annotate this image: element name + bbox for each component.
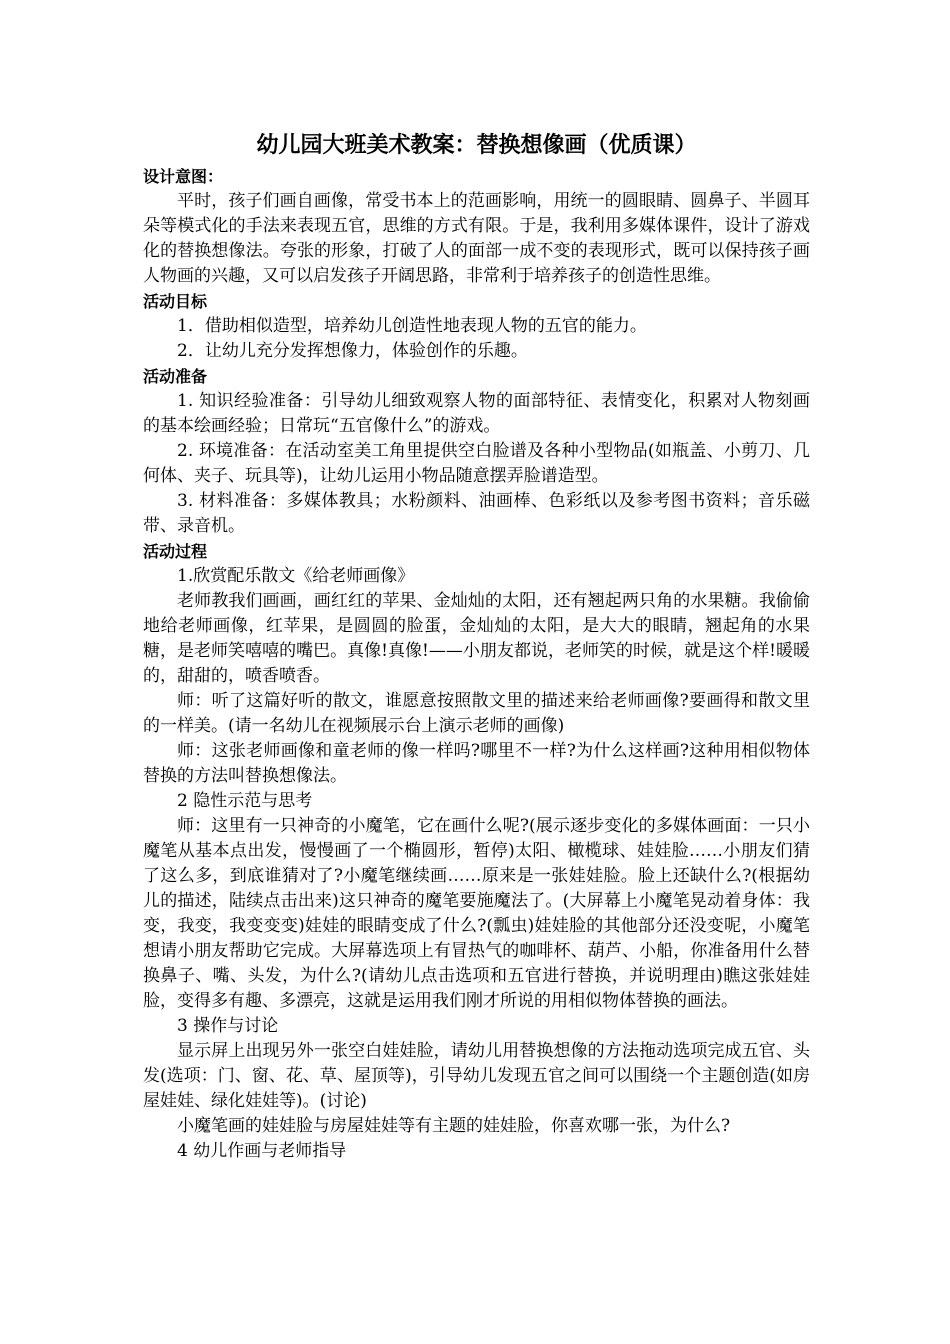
section-goals (143, 289, 810, 364)
section-heading: 活动过程 (143, 542, 208, 561)
section-design-intent (143, 164, 810, 289)
subheading: 3 操作与讨论 (177, 1016, 279, 1036)
section-preparation (143, 364, 810, 539)
section-heading: 活动准备 (143, 367, 208, 386)
paragraph: 1．借助相似造型，培养幼儿创造性地表现人物的五官的能力。 (177, 316, 647, 336)
paragraph: 师：这张老师画像和童老师的像一样吗?哪里不一样?为什么这样画?这种用相似物体替换的方法叫替换想像法。 (143, 741, 810, 786)
subheading: 1.欣赏配乐散文《给老师画像》 (177, 566, 415, 586)
paragraph: 师：听了这篇好听的散文，谁愿意按照散文里的描述来给老师画像?要画得和散文里的一样美。(请一名幼儿在视频展示台上演示老师的画像) (143, 691, 810, 736)
section-process (143, 539, 810, 1164)
paragraph: 1. 知识经验准备：引导幼儿细致观察人物的面部特征、表情变化，积累对人物刻画的基本绘画经验；日常玩“五官像什么”的游戏。 (143, 391, 810, 436)
paragraph: 小魔笔画的娃娃脸与房屋娃娃等有主题的娃娃脸，你喜欢哪一张，为什么? (177, 1116, 731, 1136)
paragraph: 2. 环境准备：在活动室美工角里提供空白脸谱及各种小型物品(如瓶盖、小剪刀、几何体、夹子、玩具等)，让幼儿运用小物品随意摆弄脸谱造型。 (143, 441, 810, 486)
section-heading: 活动目标 (143, 292, 208, 311)
paragraph: 老师教我们画画，画红红的苹果、金灿灿的太阳，还有翘起两只角的水果糖。我偷偷地给老师画像，红苹果，是圆圆的脸蛋，金灿灿的太阳，是大大的眼睛，翘起角的水果糖，是老师笑嘻嘻的嘴巴。真像!真像!——小朋友都说，老师笑的时候，就是这个样!暖暖的，甜甜的，喷香喷香。 (143, 591, 810, 686)
paragraph: 师：这里有一只神奇的小魔笔，它在画什么呢?(展示逐步变化的多媒体画面：一只小魔笔从基本点出发，慢慢画了一个椭圆形，暂停)太阳、橄榄球、娃娃脸……小朋友们猜了这么多，到底谁猜对了?小魔笔继续画……原来是一张娃娃脸。脸上还缺什么?(根据幼儿的描述，陆续点击出来)这只神奇的魔笔要施魔法了。(大屏幕上小魔笔晃动着身体：我变，我变，我变变变)娃娃的眼睛变成了什么?(瓢虫)娃娃脸的其他部分还没变呢，小魔笔想请小朋友帮助它完成。大屏幕选项上有冒热气的咖啡杯、葫芦、小船，你准备用什么替换鼻子、嘴、头发，为什么?(请幼儿点击选项和五官进行替换，并说明理由)瞧这张娃娃脸，变得多有趣、多漂亮，这就是运用我们刚才所说的用相似物体替换的画法。 (143, 816, 810, 1011)
subheading: 2 隐性示范与思考 (177, 791, 313, 811)
section-heading: 设计意图： (143, 167, 224, 186)
document-title: 幼儿园大班美术教案：替换想像画（优质课） (256, 132, 697, 158)
paragraph: 显示屏上出现另外一张空白娃娃脸，请幼儿用替换想像的方法拖动选项完成五官、头发(选项：门、窗、花、草、屋顶等)，引导幼儿发现五官之间可以围绕一个主题创造(如房屋娃娃、绿化娃娃等)。(讨论) (143, 1041, 810, 1111)
paragraph: 3. 材料准备：多媒体教具；水粉颜料、油画棒、色彩纸以及参考图书资料；音乐磁带、录音机。 (143, 491, 810, 536)
paragraph: 平时，孩子们画自画像，常受书本上的范画影响，用统一的圆眼睛、圆鼻子、半圆耳朵等模式化的手法来表现五官，思维的方式有限。于是，我利用多媒体课件，设计了游戏化的替换想像法。夸张的形象，打破了人的面部一成不变的表现形式，既可以保持孩子画人物画的兴趣，又可以启发孩子开阔思路，非常利于培养孩子的创造性思维。 (143, 191, 810, 286)
subheading: 4 幼儿作画与老师指导 (177, 1141, 347, 1161)
paragraph: 2．让幼儿充分发挥想像力，体验创作的乐趣。 (177, 341, 528, 361)
